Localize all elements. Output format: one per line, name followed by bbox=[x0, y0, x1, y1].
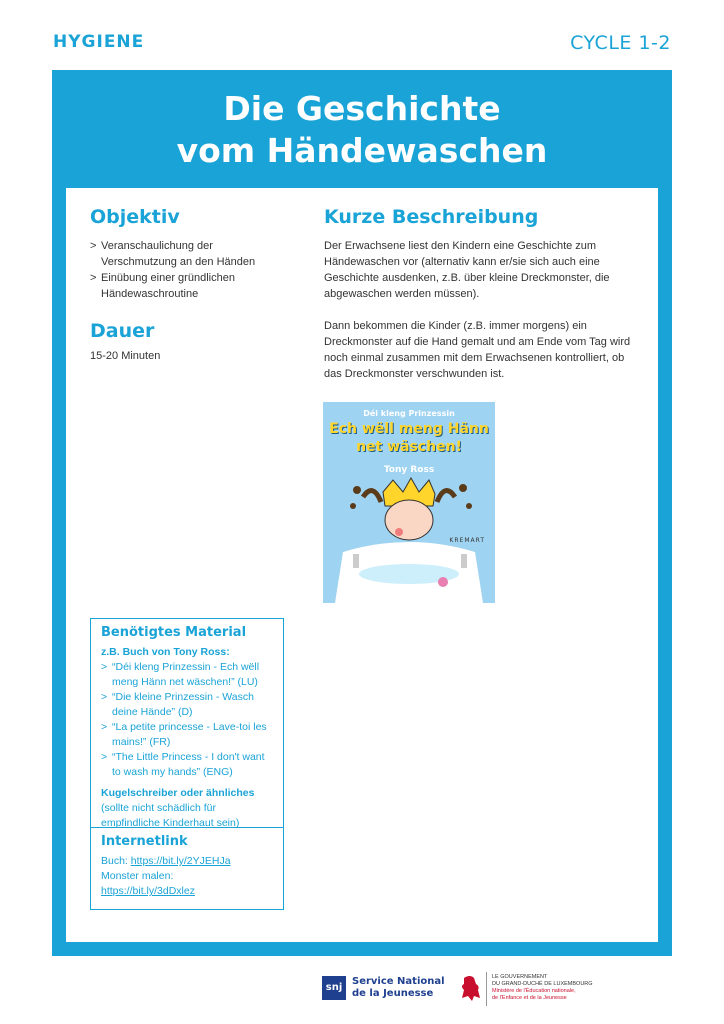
snj-name bbox=[352, 976, 445, 1000]
materials-item: > “Déi kleng Prinzessin - Ech wëll meng Hänn net wäschen!” (LU) bbox=[101, 660, 273, 690]
book-link[interactable]: https://bit.ly/2YJEHJa bbox=[130, 855, 231, 867]
book-series-title: Déi kleng Prinzessin bbox=[363, 409, 455, 418]
book-author: Tony Ross bbox=[383, 465, 435, 475]
category-label: HYGIENE bbox=[53, 32, 145, 52]
internet-box bbox=[90, 828, 284, 910]
right-column bbox=[324, 206, 644, 382]
objective-item: > Veranschaulichung der Verschmutzung an den Händen bbox=[90, 238, 290, 270]
title-line-2: vom Händewaschen bbox=[176, 131, 548, 170]
book-link-label: Buch: bbox=[101, 855, 131, 867]
title-line-1: Die Geschichte bbox=[223, 89, 501, 128]
materials-box bbox=[90, 618, 284, 828]
gov-name bbox=[492, 974, 593, 1002]
description-paragraph-2: Dann bekommen die Kinder (z.B. immer morgens) ein Dreckmonster auf die Hand gemalt und am Ende vom Tag wird noch einmal zusammen mit dem Erwachsenen kontrolliert, ob das Dreckmonster verschwunden ist. bbox=[324, 320, 631, 380]
objective-list bbox=[90, 238, 290, 302]
content-panel bbox=[66, 188, 658, 942]
book-title: Ech wëll meng Hänn net wäschen! bbox=[329, 421, 489, 455]
footer bbox=[0, 970, 724, 1010]
materials-item: > “The Little Princess - I don't want to wash my hands” (ENG) bbox=[101, 750, 273, 780]
internet-heading: Internetlink bbox=[101, 834, 188, 849]
materials-list bbox=[101, 660, 273, 780]
materials-extra: Kugelschreiber oder ähnliches bbox=[101, 787, 255, 799]
gov-line-4: de l'Enfance et de la Jeunesse bbox=[492, 995, 567, 1001]
snj-name-line-2: de la Jeunesse bbox=[352, 988, 434, 999]
description-heading: Kurze Beschreibung bbox=[324, 206, 539, 228]
monster-link-label: Monster malen: bbox=[101, 870, 174, 882]
left-column bbox=[90, 206, 290, 364]
gov-line-3: Ministère de l'Éducation nationale, bbox=[492, 988, 576, 994]
materials-heading: Benötigtes Material bbox=[101, 625, 247, 640]
snj-name-line-1: Service National bbox=[352, 976, 445, 987]
monster-link[interactable]: https://bit.ly/3dDxlez bbox=[101, 885, 195, 897]
materials-content bbox=[101, 645, 273, 831]
gov-line-2: DU GRAND-DUCHÉ DE LUXEMBOURG bbox=[492, 981, 593, 987]
duration-heading: Dauer bbox=[90, 320, 155, 342]
materials-intro: z.B. Buch von Tony Ross: bbox=[101, 646, 230, 658]
materials-item: > “La petite princesse - Lave-toi les mains!” (FR) bbox=[101, 720, 273, 750]
page-title bbox=[52, 88, 672, 172]
gov-line-1: LE GOUVERNEMENT bbox=[492, 974, 548, 980]
internet-content bbox=[101, 854, 273, 899]
materials-item: > “Die kleine Prinzessin - Wasch deine Hände” (D) bbox=[101, 690, 273, 720]
lion-icon bbox=[458, 974, 482, 1002]
objective-item: > Einübung einer gründlichen Händewaschroutine bbox=[90, 270, 290, 302]
objective-heading: Objektiv bbox=[90, 206, 180, 228]
book-cover-image bbox=[323, 402, 495, 603]
content-frame bbox=[52, 70, 672, 956]
book-publisher: KREMART bbox=[449, 537, 485, 544]
cycle-label: CYCLE 1-2 bbox=[570, 32, 671, 54]
description-paragraph-1: Der Erwachsene liest den Kindern eine Geschichte zum Händewaschen vor (alternativ kann er/sie sich auch eine Geschichte ausdenken, z.B. über kleine Dreckmonster, die abgewaschen werden müssen). bbox=[324, 240, 610, 300]
gov-divider bbox=[486, 972, 487, 1006]
snj-logo: snj bbox=[322, 976, 346, 1000]
duration-value: 15-20 Minuten bbox=[90, 350, 161, 362]
materials-note: (sollte nicht schädlich für empfindliche Kinderhaut sein) bbox=[101, 802, 240, 829]
